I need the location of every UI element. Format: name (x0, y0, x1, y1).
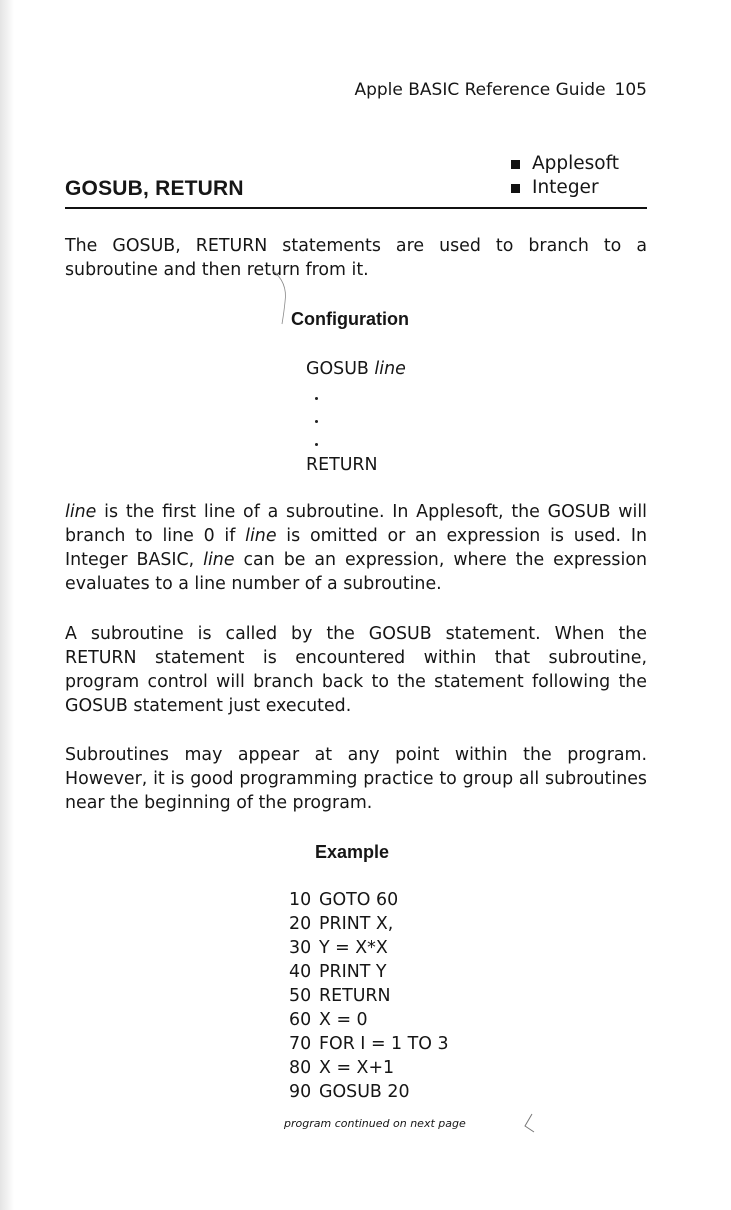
intro-line: The GOSUB, RETURN statements are used to branch to a (65, 236, 647, 256)
section-heading (65, 150, 647, 209)
code-line (289, 960, 449, 984)
return-keyword: RETURN (306, 455, 378, 475)
code-line (289, 1032, 449, 1056)
applies-to-item (511, 152, 619, 176)
line-number: 30 (289, 938, 312, 958)
code-statement: Y = X*X (319, 938, 388, 958)
paragraph-text: can be an expression, where the expression evaluates to a line number of a subroutine. (65, 550, 647, 594)
pencil-mark-decoration (270, 268, 292, 328)
code-line (289, 1080, 449, 1104)
line-number: 10 (289, 890, 312, 910)
example-heading: Example (315, 842, 390, 862)
line-number: 60 (289, 1010, 312, 1030)
grouping-paragraph: Subroutines may appear at any point within the program. However, it is good programming practice to group all subroutines near the beginning of the program. (65, 745, 647, 813)
section-title: GOSUB, RETURN (65, 177, 244, 200)
line-number: 50 (289, 986, 312, 1006)
syntax-gosub-line (306, 357, 406, 381)
square-bullet-icon (511, 160, 520, 169)
code-line (289, 1008, 449, 1032)
applies-to-list (511, 152, 619, 200)
code-line (289, 912, 449, 936)
line-number: 90 (289, 1082, 312, 1102)
applies-to-label: Integer (532, 177, 599, 198)
intro-line: subroutine and then return from it. (65, 260, 369, 280)
code-line (289, 888, 449, 912)
square-bullet-icon (511, 184, 520, 193)
page-number: 105 (614, 80, 647, 100)
line-number: 40 (289, 962, 312, 982)
subroutine-paragraph: A subroutine is called by the GOSUB statement. When the RETURN statement is encountered within that subroutine, program control will branch back to the statement following the GOSUB statement just executed. (65, 624, 647, 716)
page-edge-shadow (0, 0, 14, 1210)
code-statement: RETURN (319, 986, 391, 1006)
paragraph-text: is the first line of a subroutine. In Applesoft, the GOSUB will branch to line 0 if (65, 502, 647, 546)
code-statement: PRINT Y (319, 962, 387, 982)
running-header (354, 80, 647, 100)
intro-paragraph (65, 234, 647, 282)
code-statement: PRINT X, (319, 914, 394, 934)
line-parameter: line (374, 359, 406, 379)
example-program (289, 888, 449, 1104)
paragraph-text: is omitted or an expression is used. In Integer BASIC, (65, 526, 647, 570)
line-number: 80 (289, 1058, 312, 1078)
code-statement: X = X+1 (319, 1058, 395, 1078)
ellipsis-dot (315, 443, 318, 446)
ellipsis-dot (315, 397, 318, 400)
ellipsis-dot (315, 420, 318, 423)
code-statement: GOTO 60 (319, 890, 399, 910)
line-description-paragraph (65, 500, 647, 596)
applies-to-label: Applesoft (532, 153, 620, 174)
code-statement: X = 0 (319, 1010, 368, 1030)
line-term: line (203, 550, 235, 570)
code-statement: FOR I = 1 TO 3 (319, 1034, 449, 1054)
continued-note: program continued on next page (284, 1117, 466, 1130)
line-number: 20 (289, 914, 312, 934)
code-line (289, 1056, 449, 1080)
line-term: line (65, 502, 97, 522)
configuration-syntax (306, 357, 406, 475)
code-line (289, 936, 449, 960)
pencil-mark-decoration (520, 1112, 540, 1152)
line-term: line (245, 526, 277, 546)
applies-to-item (511, 176, 619, 200)
code-line (289, 984, 449, 1008)
gosub-keyword: GOSUB (306, 359, 369, 379)
running-header-title: Apple BASIC Reference Guide (354, 80, 606, 100)
line-number: 70 (289, 1034, 312, 1054)
configuration-heading: Configuration (291, 309, 409, 329)
code-statement: GOSUB 20 (319, 1082, 410, 1102)
